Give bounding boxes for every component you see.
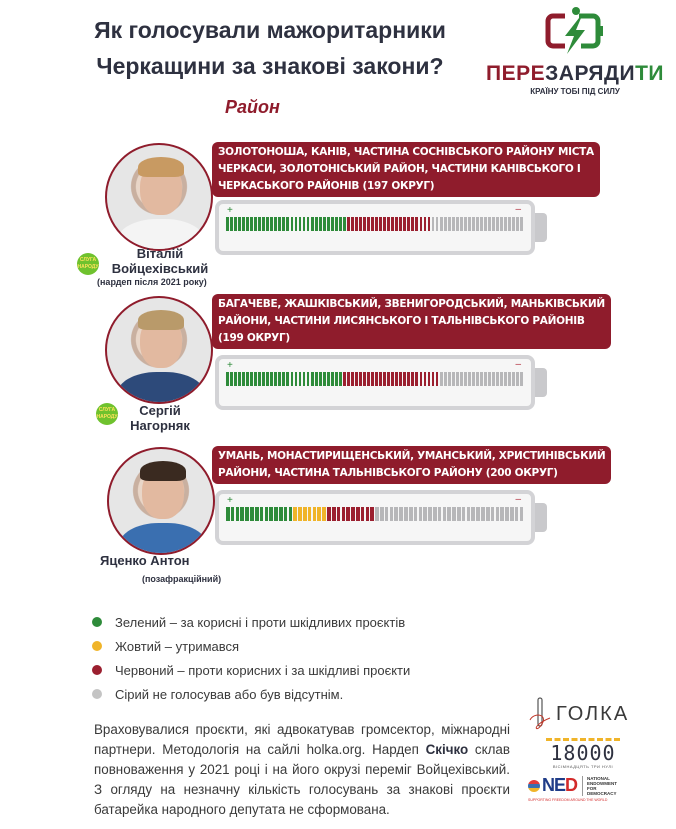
vote-bars [226, 372, 523, 386]
gray-vote-bar [444, 217, 447, 231]
red-vote-bar [420, 372, 423, 386]
green-vote-bar [315, 217, 318, 231]
green-vote-bar [291, 372, 294, 386]
legend-item-yellow: Жовтий – утримався [92, 634, 410, 658]
vote-battery [215, 490, 535, 545]
gray-vote-bar [423, 507, 427, 521]
green-vote-bar [242, 217, 245, 231]
red-vote-bar [379, 217, 382, 231]
plus-icon: + [227, 495, 233, 506]
party-badge: СЛУГА НАРОДУ [96, 403, 118, 425]
gray-vote-bar [500, 217, 503, 231]
yellow-dot-icon [92, 641, 102, 651]
green-vote-bar [236, 507, 240, 521]
battery-tip [535, 213, 547, 242]
red-vote-bar [346, 507, 350, 521]
gray-vote-bar [491, 507, 495, 521]
mp-name: Сергій Нагорняк [130, 403, 190, 433]
gray-vote-bar [447, 507, 451, 521]
gray-vote-bar [472, 217, 475, 231]
green-vote-bar [234, 372, 237, 386]
red-vote-bar [363, 372, 366, 386]
gray-vote-bar [512, 372, 515, 386]
green-vote-bar [246, 372, 249, 386]
green-vote-bar [250, 507, 254, 521]
gray-vote-bar [505, 507, 509, 521]
gray-vote-bar [390, 507, 394, 521]
gray-vote-bar [419, 507, 423, 521]
green-vote-bar [269, 507, 273, 521]
gray-vote-bar [457, 507, 461, 521]
green-vote-bar [226, 372, 229, 386]
battery-lightning-icon [543, 6, 607, 56]
green-vote-bar [323, 372, 326, 386]
green-vote-bar [303, 217, 306, 231]
green-dot-icon [92, 617, 102, 627]
green-vote-bar [278, 372, 281, 386]
red-vote-bar [415, 372, 418, 386]
gray-vote-bar [438, 507, 442, 521]
green-vote-bar [270, 217, 273, 231]
gray-vote-bar [428, 507, 432, 521]
green-vote-bar [238, 372, 241, 386]
gray-vote-bar [414, 507, 418, 521]
green-vote-bar [331, 372, 334, 386]
gray-vote-bar [480, 217, 483, 231]
red-vote-bar [375, 372, 378, 386]
green-vote-bar [311, 217, 314, 231]
plus-icon: + [227, 205, 233, 216]
gray-vote-bar [444, 372, 447, 386]
yellow-vote-bar [308, 507, 312, 521]
gray-vote-bar [380, 507, 384, 521]
vote-battery [215, 355, 535, 410]
gray-vote-bar [496, 372, 499, 386]
gray-vote-bar [375, 507, 379, 521]
green-vote-bar [307, 372, 310, 386]
red-vote-bar [403, 372, 406, 386]
brand-logo [480, 6, 670, 96]
gray-vote-bar [492, 217, 495, 231]
gray-vote-bar [448, 372, 451, 386]
red-vote-bar [347, 217, 350, 231]
red-vote-bar [379, 372, 382, 386]
red-vote-bar [361, 507, 365, 521]
gray-vote-bar [471, 507, 475, 521]
red-vote-bar [367, 217, 370, 231]
gray-vote-bar [409, 507, 413, 521]
gray-vote-bar [456, 372, 459, 386]
gray-vote-bar [464, 217, 467, 231]
green-vote-bar [230, 217, 233, 231]
gray-vote-bar [460, 217, 463, 231]
gray-vote-bar [484, 217, 487, 231]
vote-bars [226, 217, 523, 231]
red-vote-bar [359, 372, 362, 386]
mp-photo [105, 296, 213, 404]
red-vote-bar [375, 217, 378, 231]
green-vote-bar [327, 372, 330, 386]
mp-name: Яценко Антон [100, 553, 190, 568]
green-vote-bar [319, 217, 322, 231]
green-vote-bar [226, 507, 230, 521]
section-subtitle: Район [225, 97, 280, 117]
yellow-vote-bar [293, 507, 297, 521]
red-vote-bar [343, 372, 346, 386]
red-vote-bar [367, 372, 370, 386]
green-vote-bar [250, 372, 253, 386]
green-vote-bar [258, 372, 261, 386]
red-vote-bar [399, 372, 402, 386]
gray-vote-bar [504, 217, 507, 231]
red-vote-bar [428, 217, 431, 231]
gray-vote-bar [468, 217, 471, 231]
gray-vote-bar [468, 372, 471, 386]
red-vote-bar [355, 217, 358, 231]
red-vote-bar [415, 217, 418, 231]
brand-name: ПЕРЕЗАРЯДИТИ [486, 62, 664, 85]
gray-vote-bar [520, 507, 524, 521]
gray-vote-bar [515, 507, 519, 521]
gray-vote-bar [472, 372, 475, 386]
gray-vote-bar [464, 372, 467, 386]
green-vote-bar [274, 507, 278, 521]
red-vote-bar [411, 217, 414, 231]
red-vote-bar [332, 507, 336, 521]
gray-vote-bar [486, 507, 490, 521]
district-label: БАГАЧЕВЕ, ЖАШКІВСЬКИЙ, ЗВЕНИГОРОДСЬКИЙ, МАНЬКІВСЬКИЙ РАЙОНИ, ЧАСТИНИ ЛИСЯНСЬКОГО І ТАЛЬНІВСЬКОГО РАЙОНІВ (199 ОКРУГ) [212, 294, 611, 349]
gray-vote-bar [488, 217, 491, 231]
gray-vote-bar [504, 372, 507, 386]
red-vote-bar [424, 217, 427, 231]
ned-tagline: SUPPORTING FREEDOM AROUND THE WORLD [528, 798, 608, 802]
gray-vote-bar [481, 507, 485, 521]
gray-vote-bar [496, 217, 499, 231]
red-vote-bar [351, 507, 355, 521]
red-dot-icon [92, 665, 102, 675]
green-vote-bar [282, 217, 285, 231]
green-vote-bar [303, 372, 306, 386]
green-vote-bar [284, 507, 288, 521]
red-vote-bar [428, 372, 431, 386]
red-vote-bar [383, 372, 386, 386]
green-vote-bar [331, 217, 334, 231]
green-vote-bar [278, 217, 281, 231]
vote-bars [226, 507, 523, 521]
green-vote-bar [307, 217, 310, 231]
green-vote-bar [315, 372, 318, 386]
color-legend [92, 610, 410, 706]
gray-vote-bar [476, 217, 479, 231]
green-vote-bar [311, 372, 314, 386]
green-vote-bar [258, 217, 261, 231]
district-label: УМАНЬ, МОНАСТИРИЩЕНСЬКИЙ, УМАНСЬКИЙ, ХРИСТИНІВСЬКИЙ РАЙОНИ, ЧАСТИНА ТАЛЬНІВСЬКОГО РАЙОНУ (200 ОКРУГ) [212, 446, 611, 484]
red-vote-bar [371, 372, 374, 386]
green-vote-bar [240, 507, 244, 521]
green-vote-bar [262, 217, 265, 231]
gray-vote-bar [508, 372, 511, 386]
party-badge: СЛУГА НАРОДУ [77, 253, 99, 275]
green-vote-bar [319, 372, 322, 386]
minus-icon: – [515, 359, 521, 370]
green-vote-bar [246, 217, 249, 231]
green-vote-bar [289, 507, 293, 521]
green-vote-bar [286, 372, 289, 386]
green-vote-bar [323, 217, 326, 231]
green-vote-bar [291, 217, 294, 231]
red-vote-bar [403, 217, 406, 231]
red-vote-bar [371, 217, 374, 231]
gray-vote-bar [520, 217, 523, 231]
page-title [70, 12, 470, 84]
gray-vote-bar [492, 372, 495, 386]
yellow-vote-bar [303, 507, 307, 521]
green-vote-bar [234, 217, 237, 231]
gray-vote-bar [520, 372, 523, 386]
plus-icon: + [227, 360, 233, 371]
red-vote-bar [391, 372, 394, 386]
gray-vote-bar [452, 217, 455, 231]
green-vote-bar [335, 372, 338, 386]
red-vote-bar [366, 507, 370, 521]
green-vote-bar [255, 507, 259, 521]
gray-vote-bar [460, 372, 463, 386]
gray-vote-bar [500, 507, 504, 521]
needle-icon [528, 696, 552, 732]
gray-vote-bar [467, 507, 471, 521]
green-vote-bar [274, 372, 277, 386]
red-vote-bar [327, 507, 331, 521]
yellow-vote-bar [298, 507, 302, 521]
green-vote-bar [299, 372, 302, 386]
gray-vote-bar [456, 217, 459, 231]
red-vote-bar [395, 217, 398, 231]
legend-item-gray: Сірий не голосував або був відсутнім. [92, 682, 410, 706]
red-vote-bar [387, 372, 390, 386]
mp-name: Віталій Войцехівський [111, 246, 209, 276]
red-vote-bar [407, 217, 410, 231]
gray-vote-bar [508, 217, 511, 231]
red-vote-bar [347, 372, 350, 386]
red-vote-bar [351, 217, 354, 231]
globe-icon [528, 780, 540, 792]
mp-photo [107, 447, 215, 555]
green-vote-bar [230, 372, 233, 386]
ned-logo: NED NATIONAL ENDOWMENT FOR DEMOCRACY [528, 775, 668, 796]
green-vote-bar [295, 372, 298, 386]
red-vote-bar [387, 217, 390, 231]
red-vote-bar [337, 507, 341, 521]
green-vote-bar [266, 217, 269, 231]
red-vote-bar [436, 372, 439, 386]
green-vote-bar [286, 217, 289, 231]
mp-note: (позафракційний) [142, 574, 222, 584]
yellow-vote-bar [317, 507, 321, 521]
gray-vote-bar [394, 507, 398, 521]
green-vote-bar [260, 507, 264, 521]
gray-vote-bar [399, 507, 403, 521]
red-vote-bar [356, 507, 360, 521]
gray-vote-bar [448, 217, 451, 231]
minus-icon: – [515, 204, 521, 215]
red-vote-bar [355, 372, 358, 386]
green-vote-bar [327, 217, 330, 231]
red-vote-bar [351, 372, 354, 386]
methodology-note: Враховувалися проєкти, які адвокатував громсектор, міжнародні партнери. Методологія на сайлі holka.org. Нардеп Скічко склав повноваження у 2021 році і на його окрузі переміг Войцехівський. З огляду на незначну кількість голосувань за знакові проєкти батарейка народного депутата не сформована. [94, 722, 510, 817]
red-vote-bar [395, 372, 398, 386]
holka-logo: ГОЛКА [528, 696, 668, 732]
gray-vote-bar [452, 507, 456, 521]
battery-tip [535, 368, 547, 397]
legend-item-red: Червоний – проти корисних і за шкідливі проєкти [92, 658, 410, 682]
gray-vote-bar [452, 372, 455, 386]
title-line-2: Черкащини за знакові закони? [96, 53, 444, 79]
red-vote-bar [432, 372, 435, 386]
mp-note: (нардеп після 2021 року) [97, 277, 207, 287]
green-vote-bar [254, 372, 257, 386]
gray-dot-icon [92, 689, 102, 699]
gray-vote-bar [433, 507, 437, 521]
red-vote-bar [391, 217, 394, 231]
gray-vote-bar [500, 372, 503, 386]
green-vote-bar [238, 217, 241, 231]
green-vote-bar [231, 507, 235, 521]
green-vote-bar [254, 217, 257, 231]
red-vote-bar [399, 217, 402, 231]
brand-tagline: КРАЇНУ ТОБІ ПІД СИЛУ [530, 87, 620, 96]
vote-battery [215, 200, 535, 255]
gray-vote-bar [512, 217, 515, 231]
green-vote-bar [262, 372, 265, 386]
green-vote-bar [335, 217, 338, 231]
gray-vote-bar [440, 372, 443, 386]
green-vote-bar [270, 372, 273, 386]
gray-vote-bar [443, 507, 447, 521]
green-vote-bar [339, 372, 342, 386]
red-vote-bar [370, 507, 374, 521]
green-vote-bar [265, 507, 269, 521]
legend-item-green: Зелений – за корисні і проти шкідливих проєктів [92, 610, 410, 634]
partner-logos [528, 696, 668, 802]
green-vote-bar [279, 507, 283, 521]
gray-vote-bar [476, 507, 480, 521]
green-vote-bar [295, 217, 298, 231]
gray-vote-bar [484, 372, 487, 386]
red-vote-bar [363, 217, 366, 231]
green-vote-bar [226, 217, 229, 231]
green-vote-bar [245, 507, 249, 521]
yellow-vote-bar [313, 507, 317, 521]
gray-vote-bar [440, 217, 443, 231]
gray-vote-bar [496, 507, 500, 521]
mp-photo [105, 143, 213, 251]
red-vote-bar [359, 217, 362, 231]
green-vote-bar [282, 372, 285, 386]
gray-vote-bar [432, 217, 435, 231]
green-vote-bar [250, 217, 253, 231]
18000-logo: 18000 ВІСІМНАДЦЯТЬ ТРИ НУЛІ [546, 738, 620, 769]
red-vote-bar [424, 372, 427, 386]
green-vote-bar [339, 217, 342, 231]
green-vote-bar [299, 217, 302, 231]
green-vote-bar [274, 217, 277, 231]
red-vote-bar [407, 372, 410, 386]
green-vote-bar [343, 217, 346, 231]
gray-vote-bar [480, 372, 483, 386]
gray-vote-bar [476, 372, 479, 386]
gray-vote-bar [516, 217, 519, 231]
red-vote-bar [383, 217, 386, 231]
gray-vote-bar [404, 507, 408, 521]
gray-vote-bar [516, 372, 519, 386]
red-vote-bar [411, 372, 414, 386]
green-vote-bar [242, 372, 245, 386]
battery-tip [535, 503, 547, 532]
red-vote-bar [420, 217, 423, 231]
gray-vote-bar [488, 372, 491, 386]
minus-icon: – [515, 494, 521, 505]
title-line-1: Як голосували мажоритарники [94, 17, 446, 43]
gray-vote-bar [385, 507, 389, 521]
gray-vote-bar [462, 507, 466, 521]
district-label: ЗОЛОТОНОША, КАНІВ, ЧАСТИНА СОСНІВСЬКОГО РАЙОНУ МІСТА ЧЕРКАСИ, ЗОЛОТОНІСЬКИЙ РАЙОН, ЧАСТИНИ КАНІВСЬКОГО І ЧЕРКАСЬКОГО РАЙОНІВ (197 ОКРУГ) [212, 142, 600, 197]
yellow-vote-bar [322, 507, 326, 521]
gray-vote-bar [510, 507, 514, 521]
red-vote-bar [342, 507, 346, 521]
gray-vote-bar [436, 217, 439, 231]
green-vote-bar [266, 372, 269, 386]
